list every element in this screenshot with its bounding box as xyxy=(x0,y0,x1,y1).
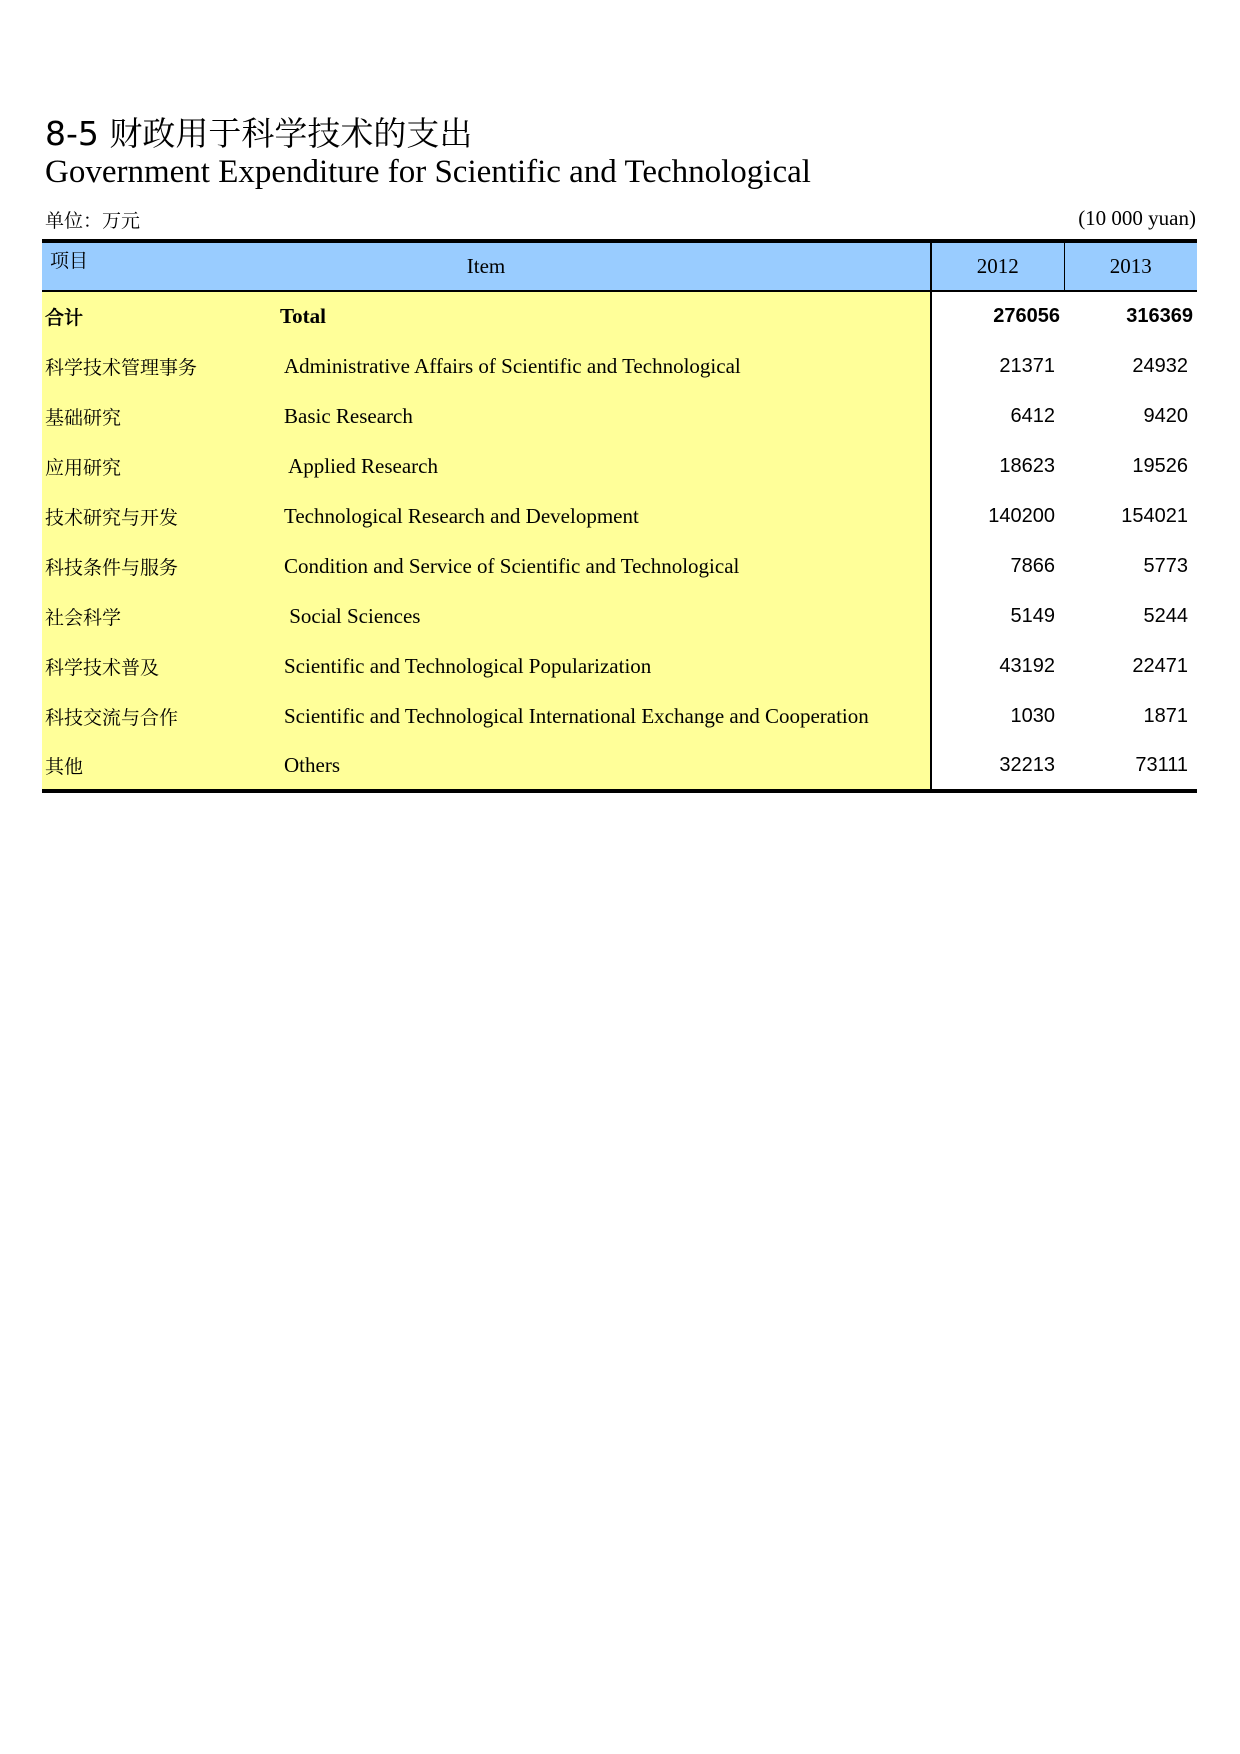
row-label-chinese: 合计 xyxy=(42,291,279,341)
row-label-english: Scientific and Technological Popularization xyxy=(279,641,931,691)
value-2013: 19526 xyxy=(1132,454,1189,477)
page-title-chinese: 8-5 财政用于科学技术的支出 xyxy=(45,114,473,153)
row-label-english: Social Sciences xyxy=(279,591,931,641)
table-row xyxy=(42,541,1197,591)
value-2013: 5244 xyxy=(1143,604,1189,627)
table-row xyxy=(42,491,1197,541)
expenditure-table xyxy=(42,239,1197,793)
row-label-english: Applied Research xyxy=(279,441,931,491)
column-header-2013: 2013 xyxy=(1064,241,1197,291)
row-label-chinese: 科学技术普及 xyxy=(42,641,279,691)
value-2013: 1871 xyxy=(1143,704,1189,727)
value-2012: 140200 xyxy=(931,491,1064,541)
value-2012: 43192 xyxy=(931,641,1064,691)
table-row xyxy=(42,641,1197,691)
value-2013: 5773 xyxy=(1143,554,1189,577)
row-label-english: Basic Research xyxy=(279,391,931,441)
row-label-english: Administrative Affairs of Scientific and Technological xyxy=(279,341,931,391)
row-label-chinese: 应用研究 xyxy=(42,441,279,491)
value-2012: 6412 xyxy=(931,391,1064,441)
value-2013: 24932 xyxy=(1132,354,1189,377)
row-label-chinese: 基础研究 xyxy=(42,391,279,441)
page-title-english: Government Expenditure for Scientific and Technological xyxy=(45,154,811,190)
value-2012: 32213 xyxy=(931,741,1064,791)
table-header-row xyxy=(42,241,1197,291)
value-2012: 21371 xyxy=(931,341,1064,391)
value-2013: 316369 xyxy=(1126,305,1194,327)
unit-label-chinese: 单位：万元 xyxy=(45,210,141,232)
value-2013: 73111 xyxy=(1135,753,1189,776)
value-2012: 18623 xyxy=(931,441,1064,491)
value-2013: 154021 xyxy=(1121,504,1189,527)
row-label-english: Condition and Service of Scientific and Technological xyxy=(279,541,931,591)
table-row xyxy=(42,441,1197,491)
value-2012: 7866 xyxy=(931,541,1064,591)
column-header-item-english: Item xyxy=(466,254,506,278)
row-label-english: Scientific and Technological International Exchange and Cooperation xyxy=(279,691,931,741)
value-2012: 5149 xyxy=(931,591,1064,641)
column-header-item-chinese: 项目 xyxy=(50,250,89,272)
table-row xyxy=(42,591,1197,641)
table-row xyxy=(42,741,1197,791)
row-label-english: Others xyxy=(279,741,931,791)
table-body xyxy=(42,291,1197,791)
unit-label-english: (10 000 yuan) xyxy=(1078,206,1196,230)
row-label-english: Total xyxy=(279,291,931,341)
table-row xyxy=(42,391,1197,441)
table-row xyxy=(42,691,1197,741)
table-row-total xyxy=(42,291,1197,341)
row-label-chinese: 社会科学 xyxy=(42,591,279,641)
row-label-chinese: 技术研究与开发 xyxy=(42,491,279,541)
value-2012: 276056 xyxy=(931,291,1064,341)
table-row xyxy=(42,341,1197,391)
value-2013: 9420 xyxy=(1143,404,1189,427)
row-label-english: Technological Research and Development xyxy=(279,491,931,541)
row-label-chinese: 科技条件与服务 xyxy=(42,541,279,591)
row-label-chinese: 其他 xyxy=(42,741,279,791)
value-2013: 22471 xyxy=(1132,654,1189,677)
value-2012: 1030 xyxy=(931,691,1064,741)
column-header-item xyxy=(42,241,931,291)
row-label-chinese: 科学技术管理事务 xyxy=(42,341,279,391)
column-header-2012: 2012 xyxy=(931,241,1064,291)
row-label-chinese: 科技交流与合作 xyxy=(42,691,279,741)
